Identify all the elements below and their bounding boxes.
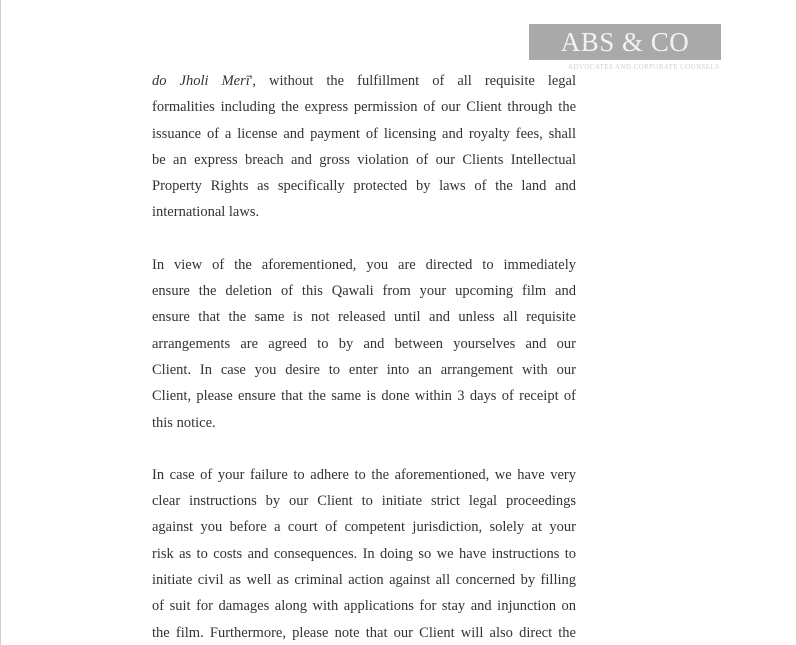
text-line: initiate civil as well as criminal action against all concerned by filling (152, 572, 576, 589)
text-line: arrangements are agreed to by and between yourselves and our (152, 335, 576, 352)
paragraph-1 (152, 68, 576, 226)
text-line: of suit for damages along with applications for stay and injunction on (152, 598, 576, 615)
text-line: Property Rights as specifically protected by laws of the land and (152, 178, 576, 195)
text-line: be an express breach and gross violation of our Clients Intellectual (152, 151, 576, 168)
paragraph-3 (152, 462, 576, 645)
text-line: the film. Furthermore, please note that our Client will also direct the (152, 624, 576, 641)
song-title-fragment: do Jholi Merī (152, 73, 250, 89)
text-line: risk as to costs and consequences. In doing so we have instructions to (152, 545, 576, 562)
text-line: against you before a court of competent jurisdiction, solely at your (152, 519, 576, 536)
text-line: Client. In case you desire to enter into an arrangement with our (152, 361, 576, 378)
paragraph-2 (152, 252, 576, 436)
text-line: ensure the deletion of this Qawali from your upcoming film and (152, 283, 576, 300)
letter-body (152, 68, 576, 645)
text-line: In view of the aforementioned, you are directed to immediately (152, 256, 576, 273)
text-line: In case of your failure to adhere to the aforementioned, we have very (152, 466, 576, 483)
text-line: this notice. (152, 414, 216, 431)
text-line: do Jholi Merī', without the fulfillment of all requisite legal (152, 73, 576, 89)
text-line: Client, please ensure that the same is done within 3 days of receipt of (152, 388, 576, 405)
text-line: international laws. (152, 204, 260, 221)
text-line: formalities including the express permission of our Client through the (152, 99, 576, 116)
letterhead-logo (529, 24, 721, 60)
text-line: clear instructions by our Client to initiate strict legal proceedings (152, 493, 576, 510)
letterhead-tagline: ADVOCATES AND CORPORATE COUNSELS (568, 63, 720, 71)
text-line: issuance of a license and payment of licensing and royalty fees, shall (152, 125, 576, 142)
text-line: ensure that the same is not released until and unless all requisite (152, 309, 576, 326)
logo-text: ABS & CO (560, 26, 690, 57)
